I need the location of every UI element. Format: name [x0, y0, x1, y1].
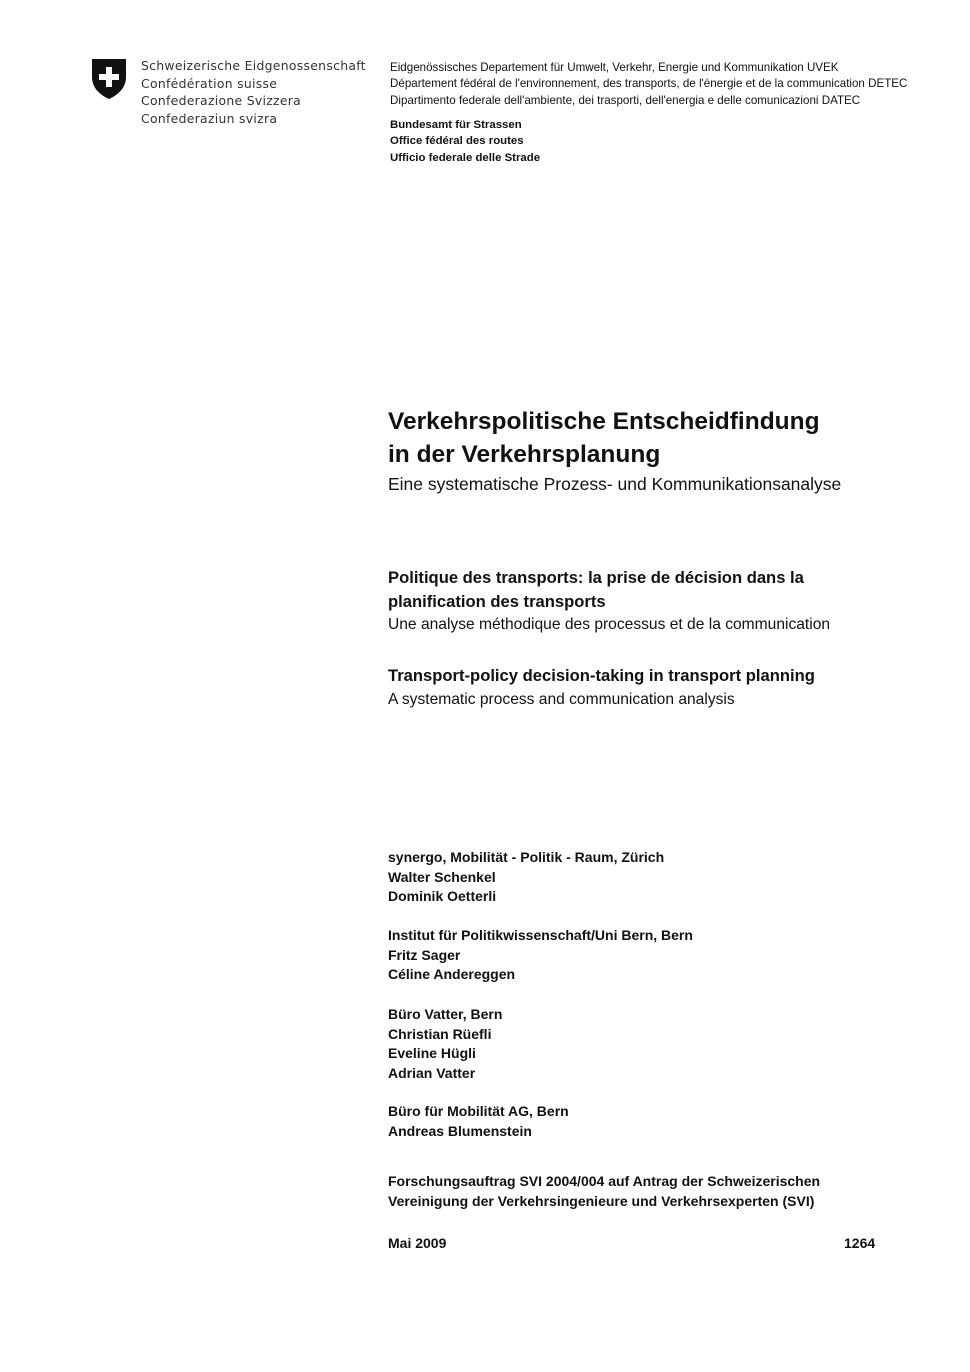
author-group-uni-bern	[388, 926, 693, 985]
office-block	[390, 117, 540, 166]
department-it: Dipartimento federale dell'ambiente, dei trasporti, dell'energia e delle comunicazioni DATEC	[390, 93, 861, 107]
author-org: Büro für Mobilität AG, Bern	[388, 1103, 569, 1119]
author-name: Céline Andereggen	[388, 966, 516, 983]
author-org: Institut für Politikwissenschaft/Uni Bern, Bern	[388, 927, 693, 943]
author-name: Andreas Blumenstein	[388, 1122, 532, 1139]
author-group-synergo	[388, 848, 664, 907]
title-de-line2: in der Verkehrsplanung	[388, 440, 661, 468]
confederation-fr: Confédération suisse	[141, 75, 278, 91]
subtitle-en: A systematic process and communication analysis	[388, 691, 735, 708]
publication-date: Mai 2009	[388, 1235, 447, 1251]
author-group-buero-mobilitaet	[388, 1102, 569, 1141]
department-de: Eidgenössisches Departement für Umwelt, Verkehr, Energie und Kommunikation UVEK	[390, 61, 839, 74]
page-title	[388, 406, 928, 471]
title-fr-line1: Politique des transports: la prise de décision dans la	[388, 568, 804, 587]
author-org: synergo, Mobilität - Politik - Raum, Zürich	[388, 849, 665, 865]
office-fr: Office fédéral des routes	[390, 135, 524, 148]
author-name: Fritz Sager	[388, 946, 461, 963]
author-name: Adrian Vatter	[388, 1064, 476, 1081]
report-number: 1264	[844, 1235, 876, 1251]
subtitle-de: Eine systematische Prozess- und Kommunikationsanalyse	[388, 474, 842, 494]
research-line1: Forschungsauftrag SVI 2004/004 auf Antrag der Schweizerischen	[388, 1173, 821, 1189]
office-it: Ufficio federale delle Strade	[390, 151, 541, 164]
confederation-de: Schweizerische Eidgenossenschaft	[141, 58, 366, 73]
author-org: Büro Vatter, Bern	[388, 1006, 503, 1022]
title-fr	[388, 566, 888, 613]
office-de: Bundesamt für Strassen	[390, 119, 522, 131]
confederation-wordmark	[141, 57, 366, 127]
title-de-line1: Verkehrspolitische Entscheidfindung	[388, 408, 820, 435]
confederation-it: Confederazione Svizzera	[141, 93, 302, 109]
title-en: Transport-policy decision-taking in transport planning	[388, 666, 815, 685]
author-name: Eveline Hügli	[388, 1045, 476, 1062]
author-name: Christian Rüefli	[388, 1025, 492, 1042]
department-block	[390, 60, 907, 109]
swiss-shield-icon	[90, 57, 128, 101]
title-fr-line2: planification des transports	[388, 591, 606, 611]
department-fr: Département fédéral de l'environnement, des transports, de l'énergie et de la communication DETEC	[390, 77, 908, 91]
subtitle-fr: Une analyse méthodique des processus et de la communication	[388, 616, 831, 633]
author-name: Walter Schenkel	[388, 868, 496, 885]
author-group-buero-vatter	[388, 1005, 502, 1083]
research-mandate	[388, 1172, 820, 1211]
confederation-rm: Confederaziun svizra	[141, 110, 278, 126]
author-name: Dominik Oetterli	[388, 888, 497, 905]
research-line2: Vereinigung der Verkehrsingenieure und Verkehrsexperten (SVI)	[388, 1192, 815, 1209]
